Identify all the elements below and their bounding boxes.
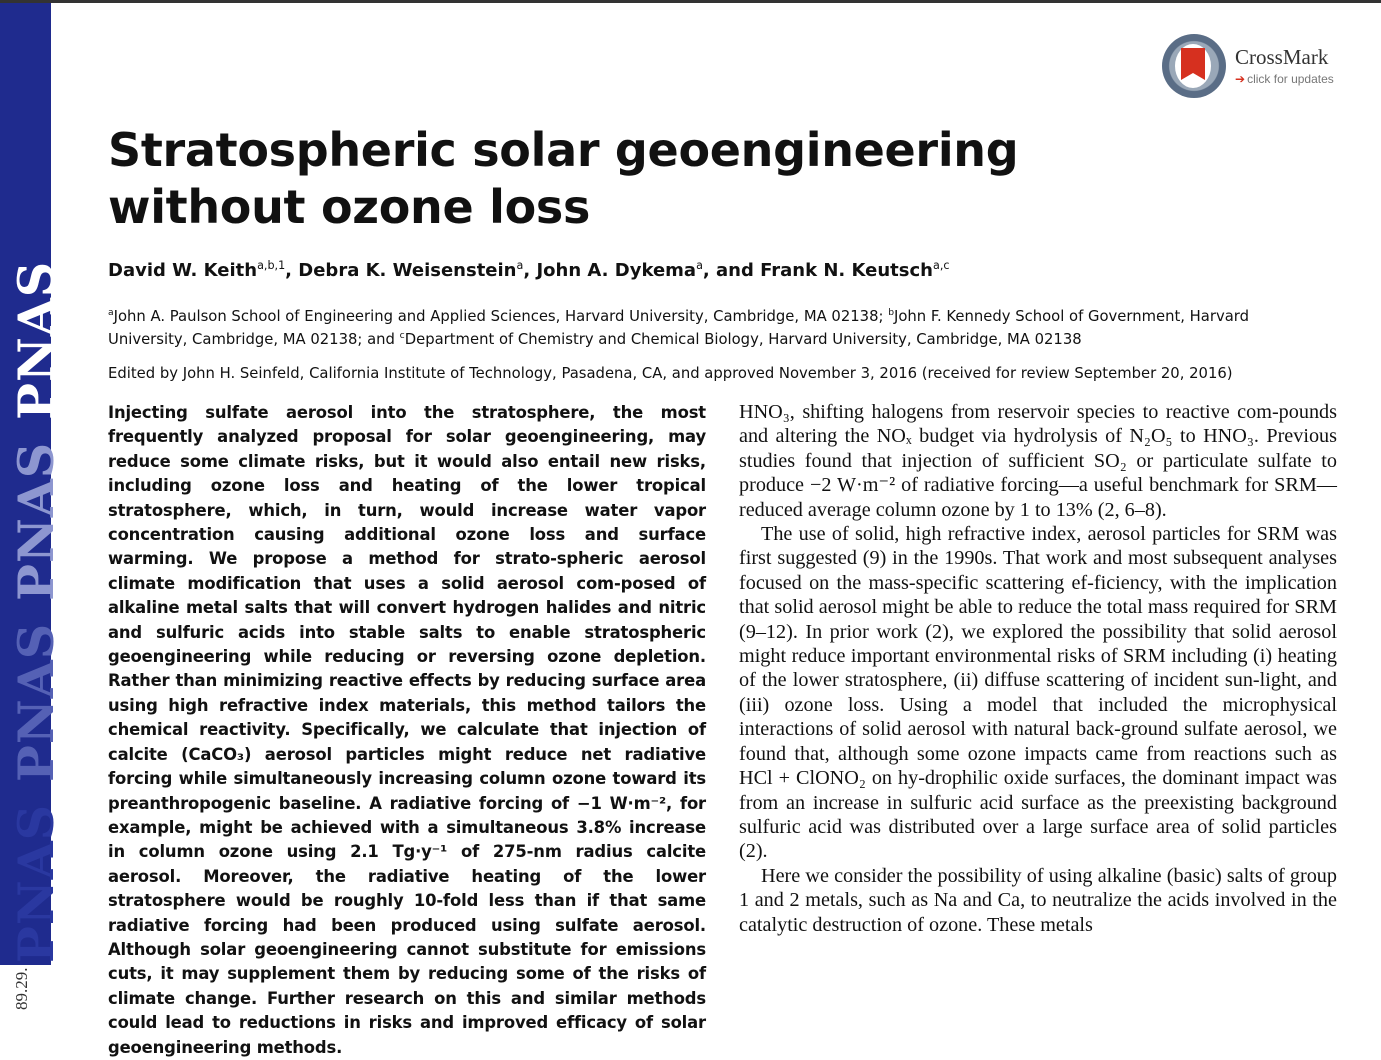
arrow-left-icon: ➔	[1235, 72, 1246, 86]
abstract: Injecting sulfate aerosol into the stratosphere, the most frequently analyzed proposal for solar geoengineering, may reduce some climate risks, but it would also entail new risks, including ozone loss and heating of the lower tropical stratosphere, which, in turn, would increase water vapor concentration causing additional ozone loss and surface warming. We propose a method for strato-spheric aerosol climate modification that uses a solid aerosol com-posed of alkaline metal salts that will convert hydrogen halides and nitric and sulfuric acids into stable salts to enable stratospheric geoengineering while reducing or reversing ozone depletion. Rather than minimizing reactive effects by reducing surface area using high refractive index materials, this method tailors the chemical reactivity. Specifically, we calculate that injection of calcite (CaCO₃) aerosol particles might reduce net radiative forcing while simultaneously increasing column ozone toward its preanthropogenic baseline. A radiative forcing of −1 W·m⁻², for example, might be achieved with a simultaneous 3.8% increase in column ozone using 2.1 Tg·y⁻¹ of 275-nm radius calcite aerosol. Moreover, the radiative heating of the lower stratosphere would be roughly 10-fold less than if that same radiative forcing had been produced using sulfate aerosol. Although solar geoengineering cannot substitute for emissions cuts, it may supplement them by reducing some of the risks of climate change. Further research on this and similar methods could lead to reductions in risks and improved efficacy of solar geoengineering methods.	[108, 403, 706, 1057]
article-title: Stratospheric solar geoengineering without ozone loss	[108, 123, 1019, 234]
page-number-fragment: 89.29.	[12, 967, 31, 1010]
body-column	[739, 400, 1337, 937]
body-paragraph: HNO₃, shifting halogens from reservoir species to reactive com-pounds and altering the NOₓ budget via hydrolysis of N₂O₅ to HNO₃. Previous studies found that injection of sufficient SO₂ or particulate sulfate to produce −2 W·m⁻² of radiative forcing—a useful benchmark for SRM—reduced average column ozone by 1 to 13% (2, 6–8).	[739, 401, 1337, 521]
pnas-sidebar	[0, 3, 65, 1013]
top-rule	[0, 0, 1381, 3]
crossmark-subtitle: ➔ click for updates	[1235, 72, 1334, 86]
author-name: David W. Keith	[108, 260, 258, 281]
author-list: David W. Keith$^{a,b,1}$, Debra K. Weisenstein$^a$, John A. Dykema$^a$, and Frank N. Keutsch$^{a,c}$	[108, 259, 950, 281]
crossmark-title: CrossMark	[1235, 45, 1329, 69]
author-name: John A. Dykema	[536, 260, 697, 281]
author-name: Debra K. Weisenstein	[298, 260, 517, 281]
sidebar-brand-text: PNASPNASPNASPNAS	[7, 260, 65, 963]
edited-by-line: Edited by John H. Seinfeld, California Institute of Technology, Pasadena, CA, and approved November 3, 2016 (received for review September 20, 2016)	[108, 365, 1233, 382]
crossmark-icon	[1162, 34, 1226, 98]
body-paragraph: The use of solid, high refractive index, aerosol particles for SRM was first suggested (9) in the 1990s. That work and most subsequent analyses focused on the mass-specific scattering ef-ficiency, with the implication that solid aerosol might be able to reduce the total mass required for SRM (9–12). In prior work (2), we explored the possibility that solid aerosol might reduce important environmental risks of SRM including (i) heating of the lower stratosphere, (ii) diffuse scattering of incident sun-light, and (iii) ozone loss. Using a model that included the microphysical interactions of solid aerosol with natural back-ground sulfate aerosol, we found that, although some ozone impacts came from reactions such as HCl + ClONO₂ on hy-drophilic oxide surfaces, the dominant impact was from an increase in sulfuric acid surface as the preexisting background sulfuric acid was distributed over a large surface area of solid particles (2).	[739, 523, 1337, 863]
body-paragraph: Here we consider the possibility of using alkaline (basic) salts of group 1 and 2 metals, such as Na and Ca, to neutralize the acids involved in the catalytic destruction of ozone. These metals	[739, 864, 1337, 936]
affiliations: $^a$John A. Paulson School of Engineering and Applied Sciences, Harvard University, Cambridge, MA 02138; $^b$John F. Kennedy School of Government, Harvard University, Cambridge, MA 02138; and $^c$Department of Chemistry and Chemical Biology, Harvard University, Cambridge, MA 02138	[108, 307, 1249, 349]
crossmark-badge[interactable]	[1162, 34, 1342, 104]
author-name: Frank N. Keutsch	[760, 260, 933, 281]
